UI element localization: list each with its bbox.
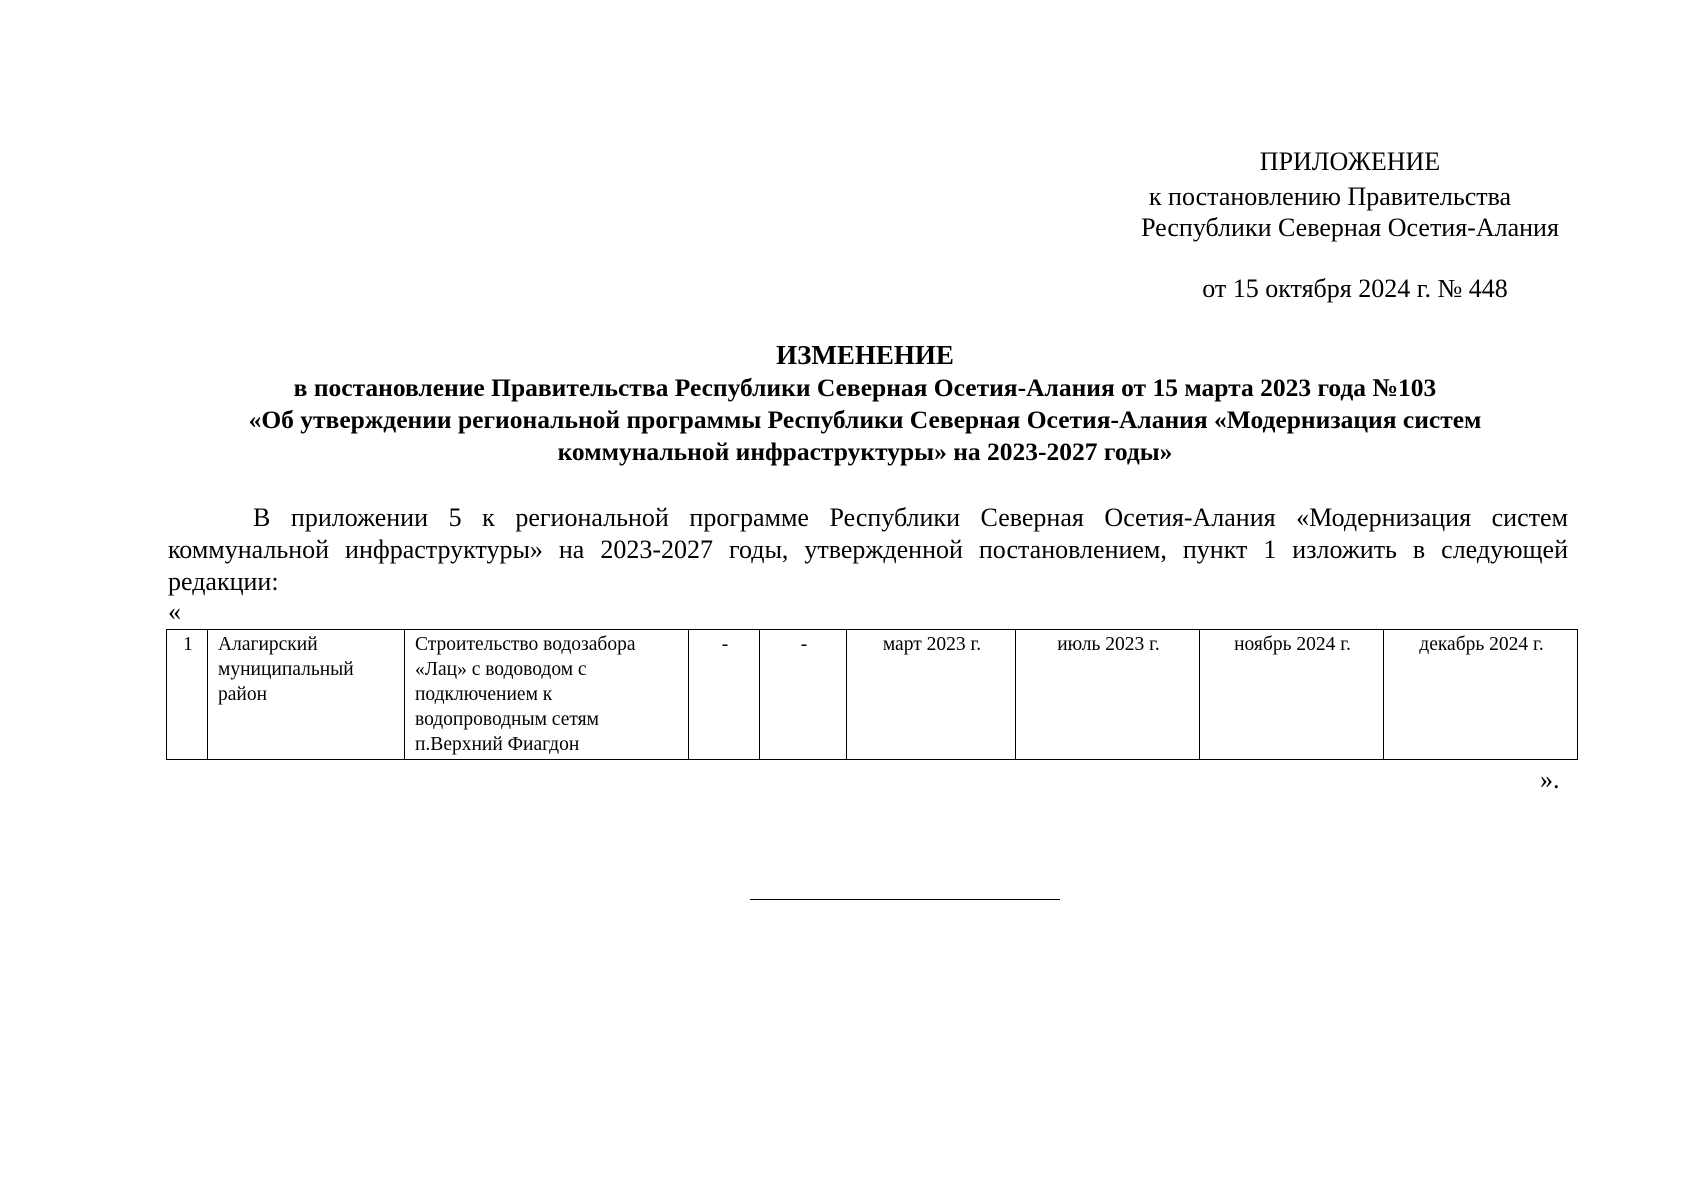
cell-dash-1: - xyxy=(689,630,760,760)
document-title: ИЗМЕНЕНИЕ xyxy=(776,340,954,370)
document-subtitle-1: в постановление Правительства Республики Северная Осетия-Алания от 15 марта 2023 года №103 xyxy=(293,373,1437,402)
district-line: район xyxy=(218,684,268,705)
body-paragraph-line-2: коммунальной инфраструктуры» на 2023-2027 годы, утвержденной постановлением, пункт 1 изложить в следующей xyxy=(168,535,1568,564)
cell-date-1: март 2023 г. xyxy=(847,630,1016,760)
cell-dash-2: - xyxy=(760,630,847,760)
cell-date-3: ноябрь 2024 г. xyxy=(1200,630,1384,760)
object-line: п.Верхний Фиагдон xyxy=(415,734,580,755)
appendix-line-2: Республики Северная Осетия-Алания xyxy=(1141,213,1559,242)
district-line: Алагирский xyxy=(218,634,318,655)
table-row xyxy=(167,630,1578,760)
cell-row-number: 1 xyxy=(167,630,208,760)
closing-divider xyxy=(750,899,1060,900)
body-paragraph-line-3: редакции: xyxy=(168,567,279,596)
object-line: подключением к xyxy=(415,684,553,705)
district-line: муниципальный xyxy=(218,659,354,680)
document-subtitle-2: «Об утверждении региональной программы Республики Северная Осетия-Алания «Модернизация систем xyxy=(248,405,1482,434)
object-line: водопроводным сетям xyxy=(415,709,599,730)
body-paragraph-line-1: В приложении 5 к региональной программе Республики Северная Осетия-Алания «Модернизация систем xyxy=(253,503,1568,532)
amendment-table xyxy=(166,629,1578,760)
object-line: «Лац» с водоводом с xyxy=(415,659,587,680)
appendix-date-number: от 15 октября 2024 г. № 448 xyxy=(1202,274,1508,303)
cell-date-2: июль 2023 г. xyxy=(1016,630,1200,760)
object-line: Строительство водозабора xyxy=(415,634,636,655)
cell-object xyxy=(405,630,689,760)
document-subtitle-3: коммунальной инфраструктуры» на 2023-2027 годы» xyxy=(557,437,1173,466)
cell-date-4: декабрь 2024 г. xyxy=(1384,630,1578,760)
closing-quote: ». xyxy=(1540,765,1560,794)
appendix-title: ПРИЛОЖЕНИЕ xyxy=(1259,147,1441,176)
cell-district xyxy=(208,630,405,760)
appendix-line-1: к постановлению Правительства xyxy=(1148,182,1512,211)
opening-quote: « xyxy=(168,597,181,626)
